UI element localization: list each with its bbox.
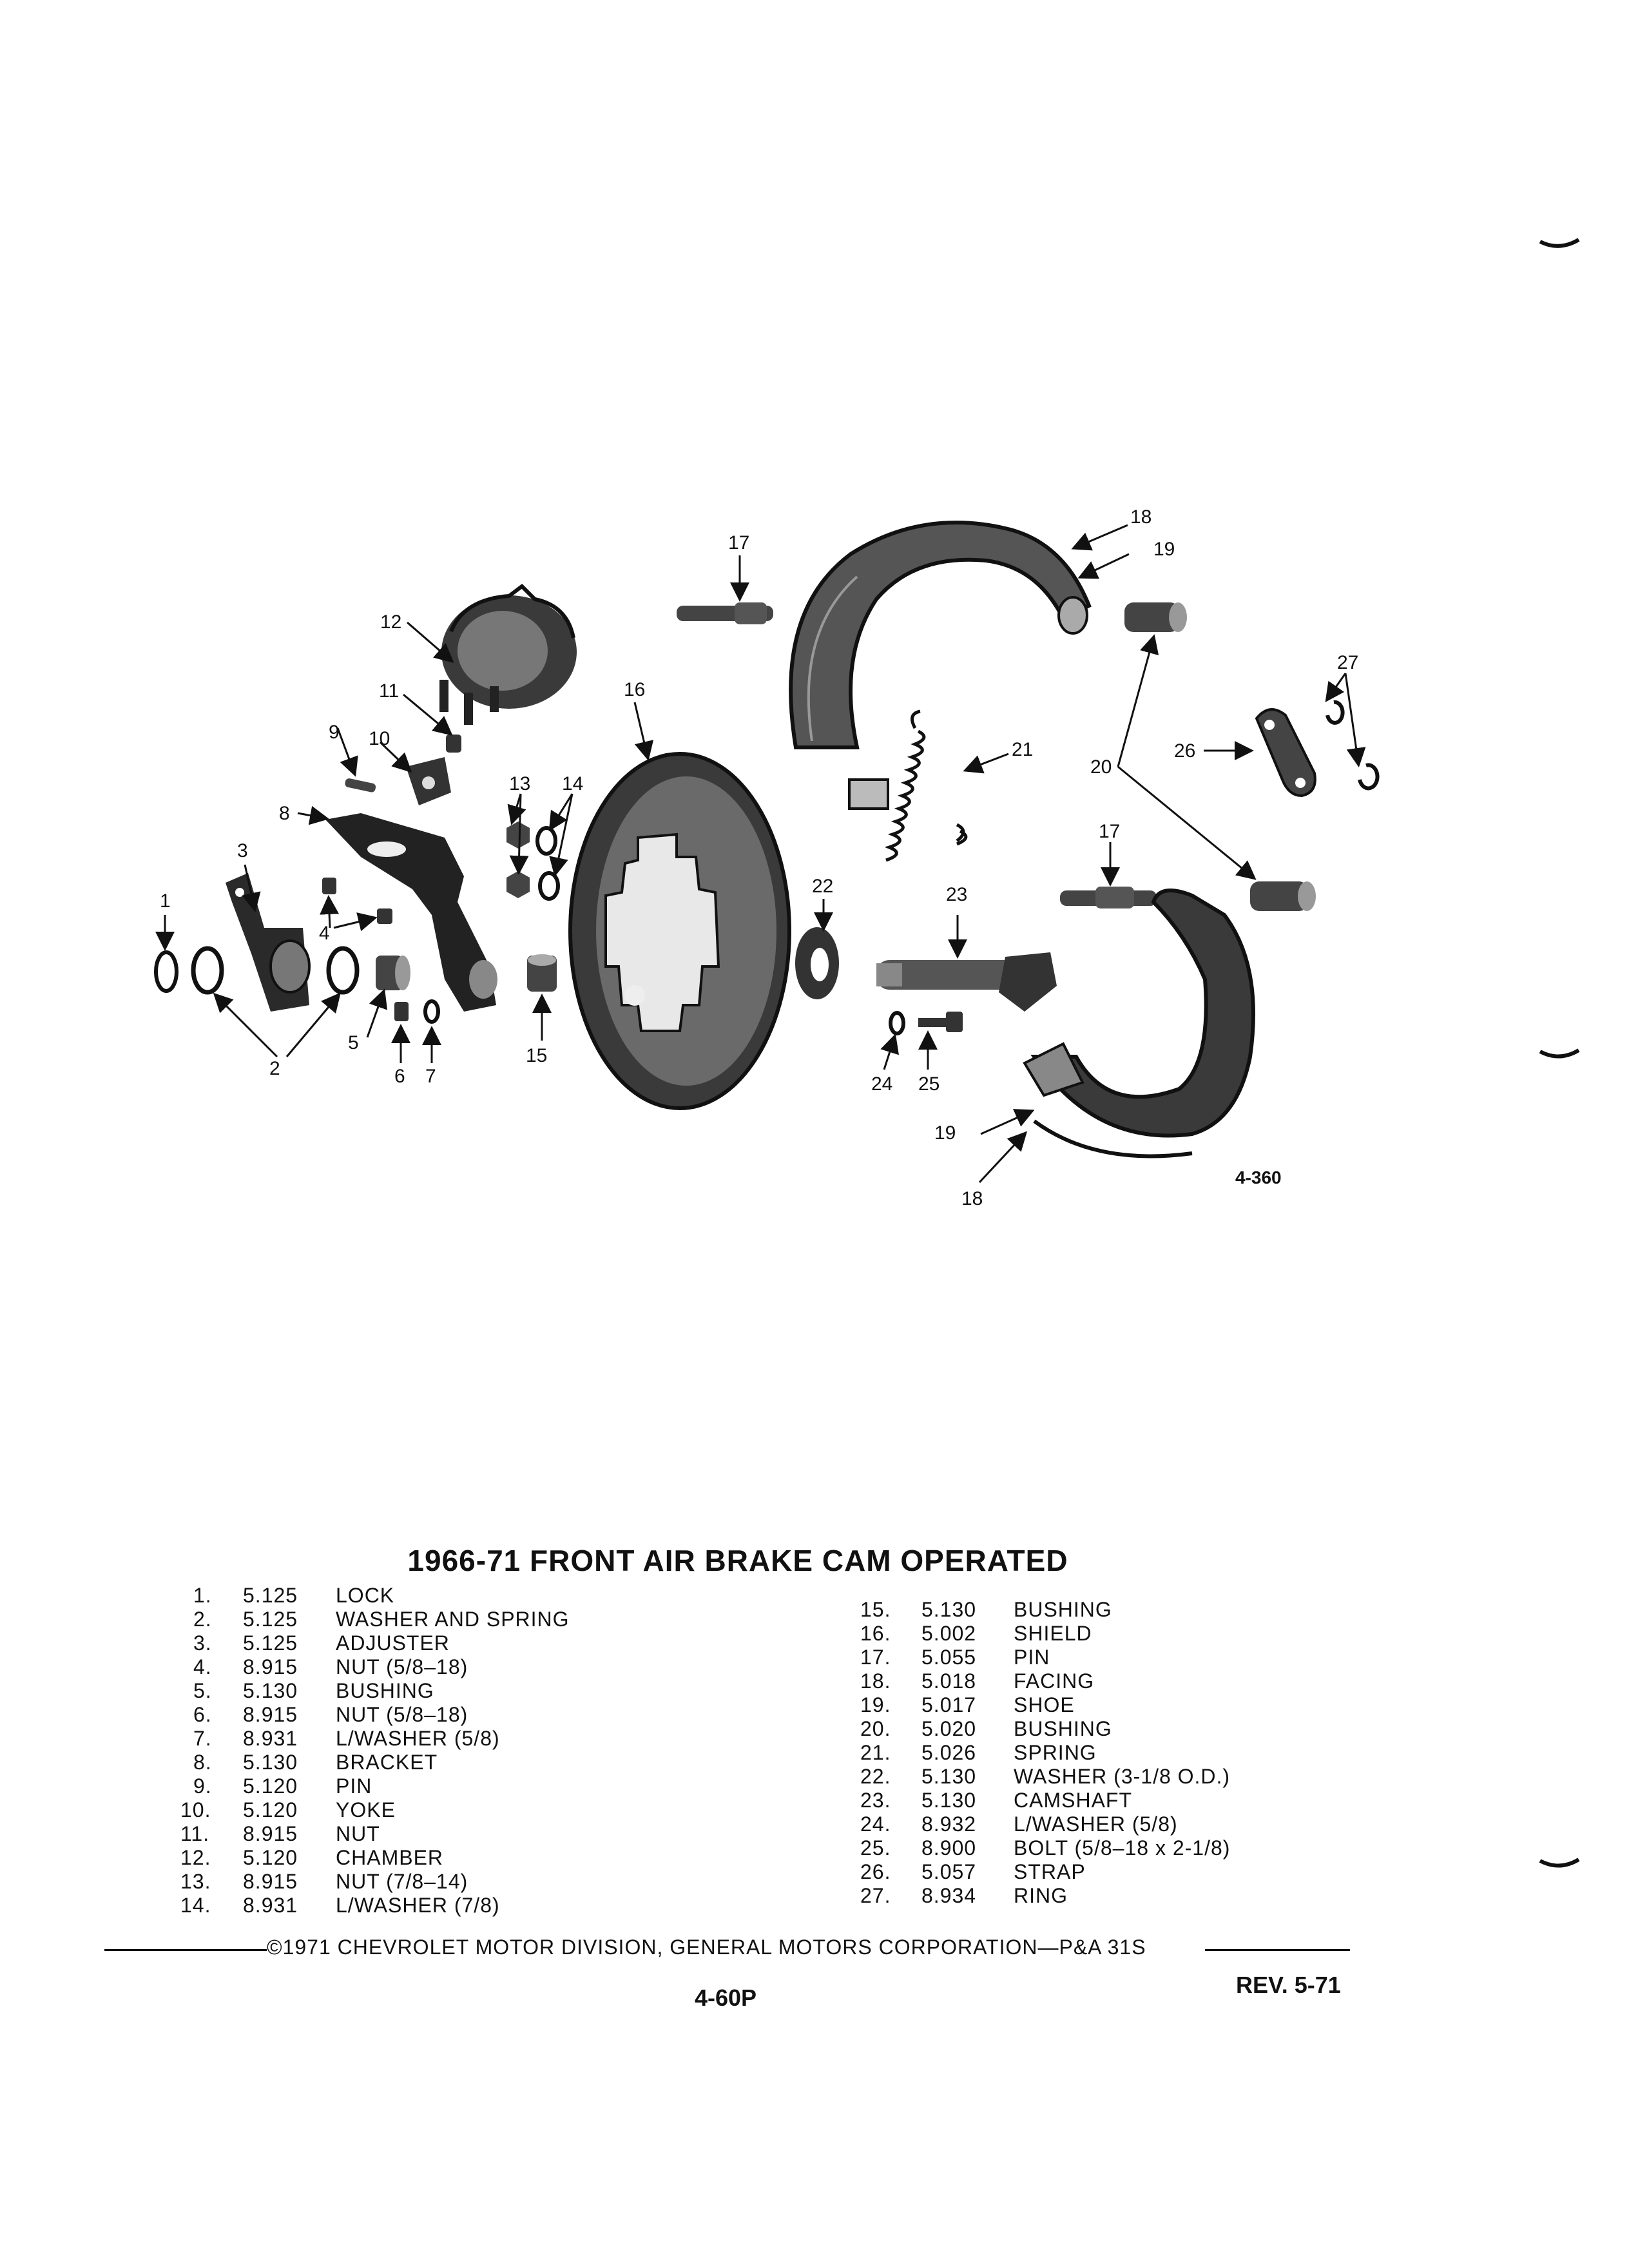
callout-2: 2 (269, 1058, 280, 1079)
callout-18-top: 18 (1130, 506, 1152, 528)
callout-15: 15 (526, 1045, 548, 1066)
callout-4: 4 (319, 923, 330, 944)
part-lock-washer-24 (891, 1013, 903, 1033)
callout-18-lower: 18 (961, 1188, 983, 1209)
part-upper-brake-shoe (791, 523, 1089, 809)
footer-rule-right (1205, 1949, 1350, 1951)
part-lock-washer-7-8 (537, 828, 558, 899)
callout-1: 1 (160, 890, 171, 912)
part-adjuster (226, 873, 309, 1012)
callout-11: 11 (379, 680, 400, 702)
part-bracket (325, 813, 497, 1012)
footer-copyright: ©1971 CHEVROLET MOTOR DIVISION, GENERAL MOTORS CORPORATION—P&A 31S (267, 1936, 1146, 1959)
callout-10: 10 (369, 728, 390, 749)
callout-7: 7 (425, 1066, 436, 1087)
figure-number: 4-360 (1235, 1168, 1282, 1187)
callout-9: 9 (329, 722, 340, 743)
margin-mark (1540, 1050, 1579, 1057)
callout-24: 24 (871, 1073, 893, 1095)
part-bolt (918, 1012, 963, 1032)
part-washer-large (795, 927, 839, 999)
part-shield (570, 754, 789, 1108)
callout-8: 8 (279, 803, 290, 824)
callout-3: 3 (237, 840, 248, 861)
callout-14: 14 (562, 773, 584, 794)
footer-rule-left (104, 1949, 267, 1951)
callout-19-top: 19 (1153, 539, 1175, 560)
part-strap (1257, 709, 1315, 796)
callout-6: 6 (394, 1066, 405, 1087)
page-title: 1966-71 FRONT AIR BRAKE CAM OPERATED (407, 1544, 1068, 1577)
callout-17-lower: 17 (1099, 821, 1121, 842)
part-bushing-15 (527, 954, 557, 992)
part-nut-11 (446, 735, 461, 753)
part-yoke (406, 757, 451, 805)
callout-19-lower: 19 (934, 1122, 956, 1144)
part-lower-brake-shoe (1025, 890, 1253, 1156)
part-chamber (439, 586, 577, 725)
part-pin-9 (344, 778, 376, 793)
part-bushing (376, 956, 410, 990)
callout-23: 23 (946, 884, 968, 905)
part-lock-washer-small (425, 1001, 438, 1022)
margin-mark (1540, 1860, 1579, 1866)
callout-13: 13 (509, 773, 531, 794)
part-spring (886, 711, 966, 860)
callout-16: 16 (624, 679, 646, 700)
callout-27: 27 (1337, 652, 1359, 673)
callout-12: 12 (380, 611, 402, 633)
callout-5: 5 (348, 1032, 359, 1053)
page-number: 4-60P (695, 1984, 757, 2011)
callout-25: 25 (918, 1073, 940, 1095)
part-nut-small (394, 1002, 409, 1021)
part-lock (156, 952, 177, 991)
margin-mark (1540, 240, 1579, 246)
callout-26: 26 (1174, 740, 1196, 762)
part-nut-5-8 (322, 878, 392, 924)
revision-label: REV. 5-71 (1236, 1972, 1341, 1998)
callout-20: 20 (1090, 756, 1112, 778)
callout-21: 21 (1012, 739, 1034, 760)
callout-22: 22 (812, 876, 834, 897)
callout-17-top: 17 (728, 532, 750, 553)
part-camshaft (876, 952, 1057, 1012)
